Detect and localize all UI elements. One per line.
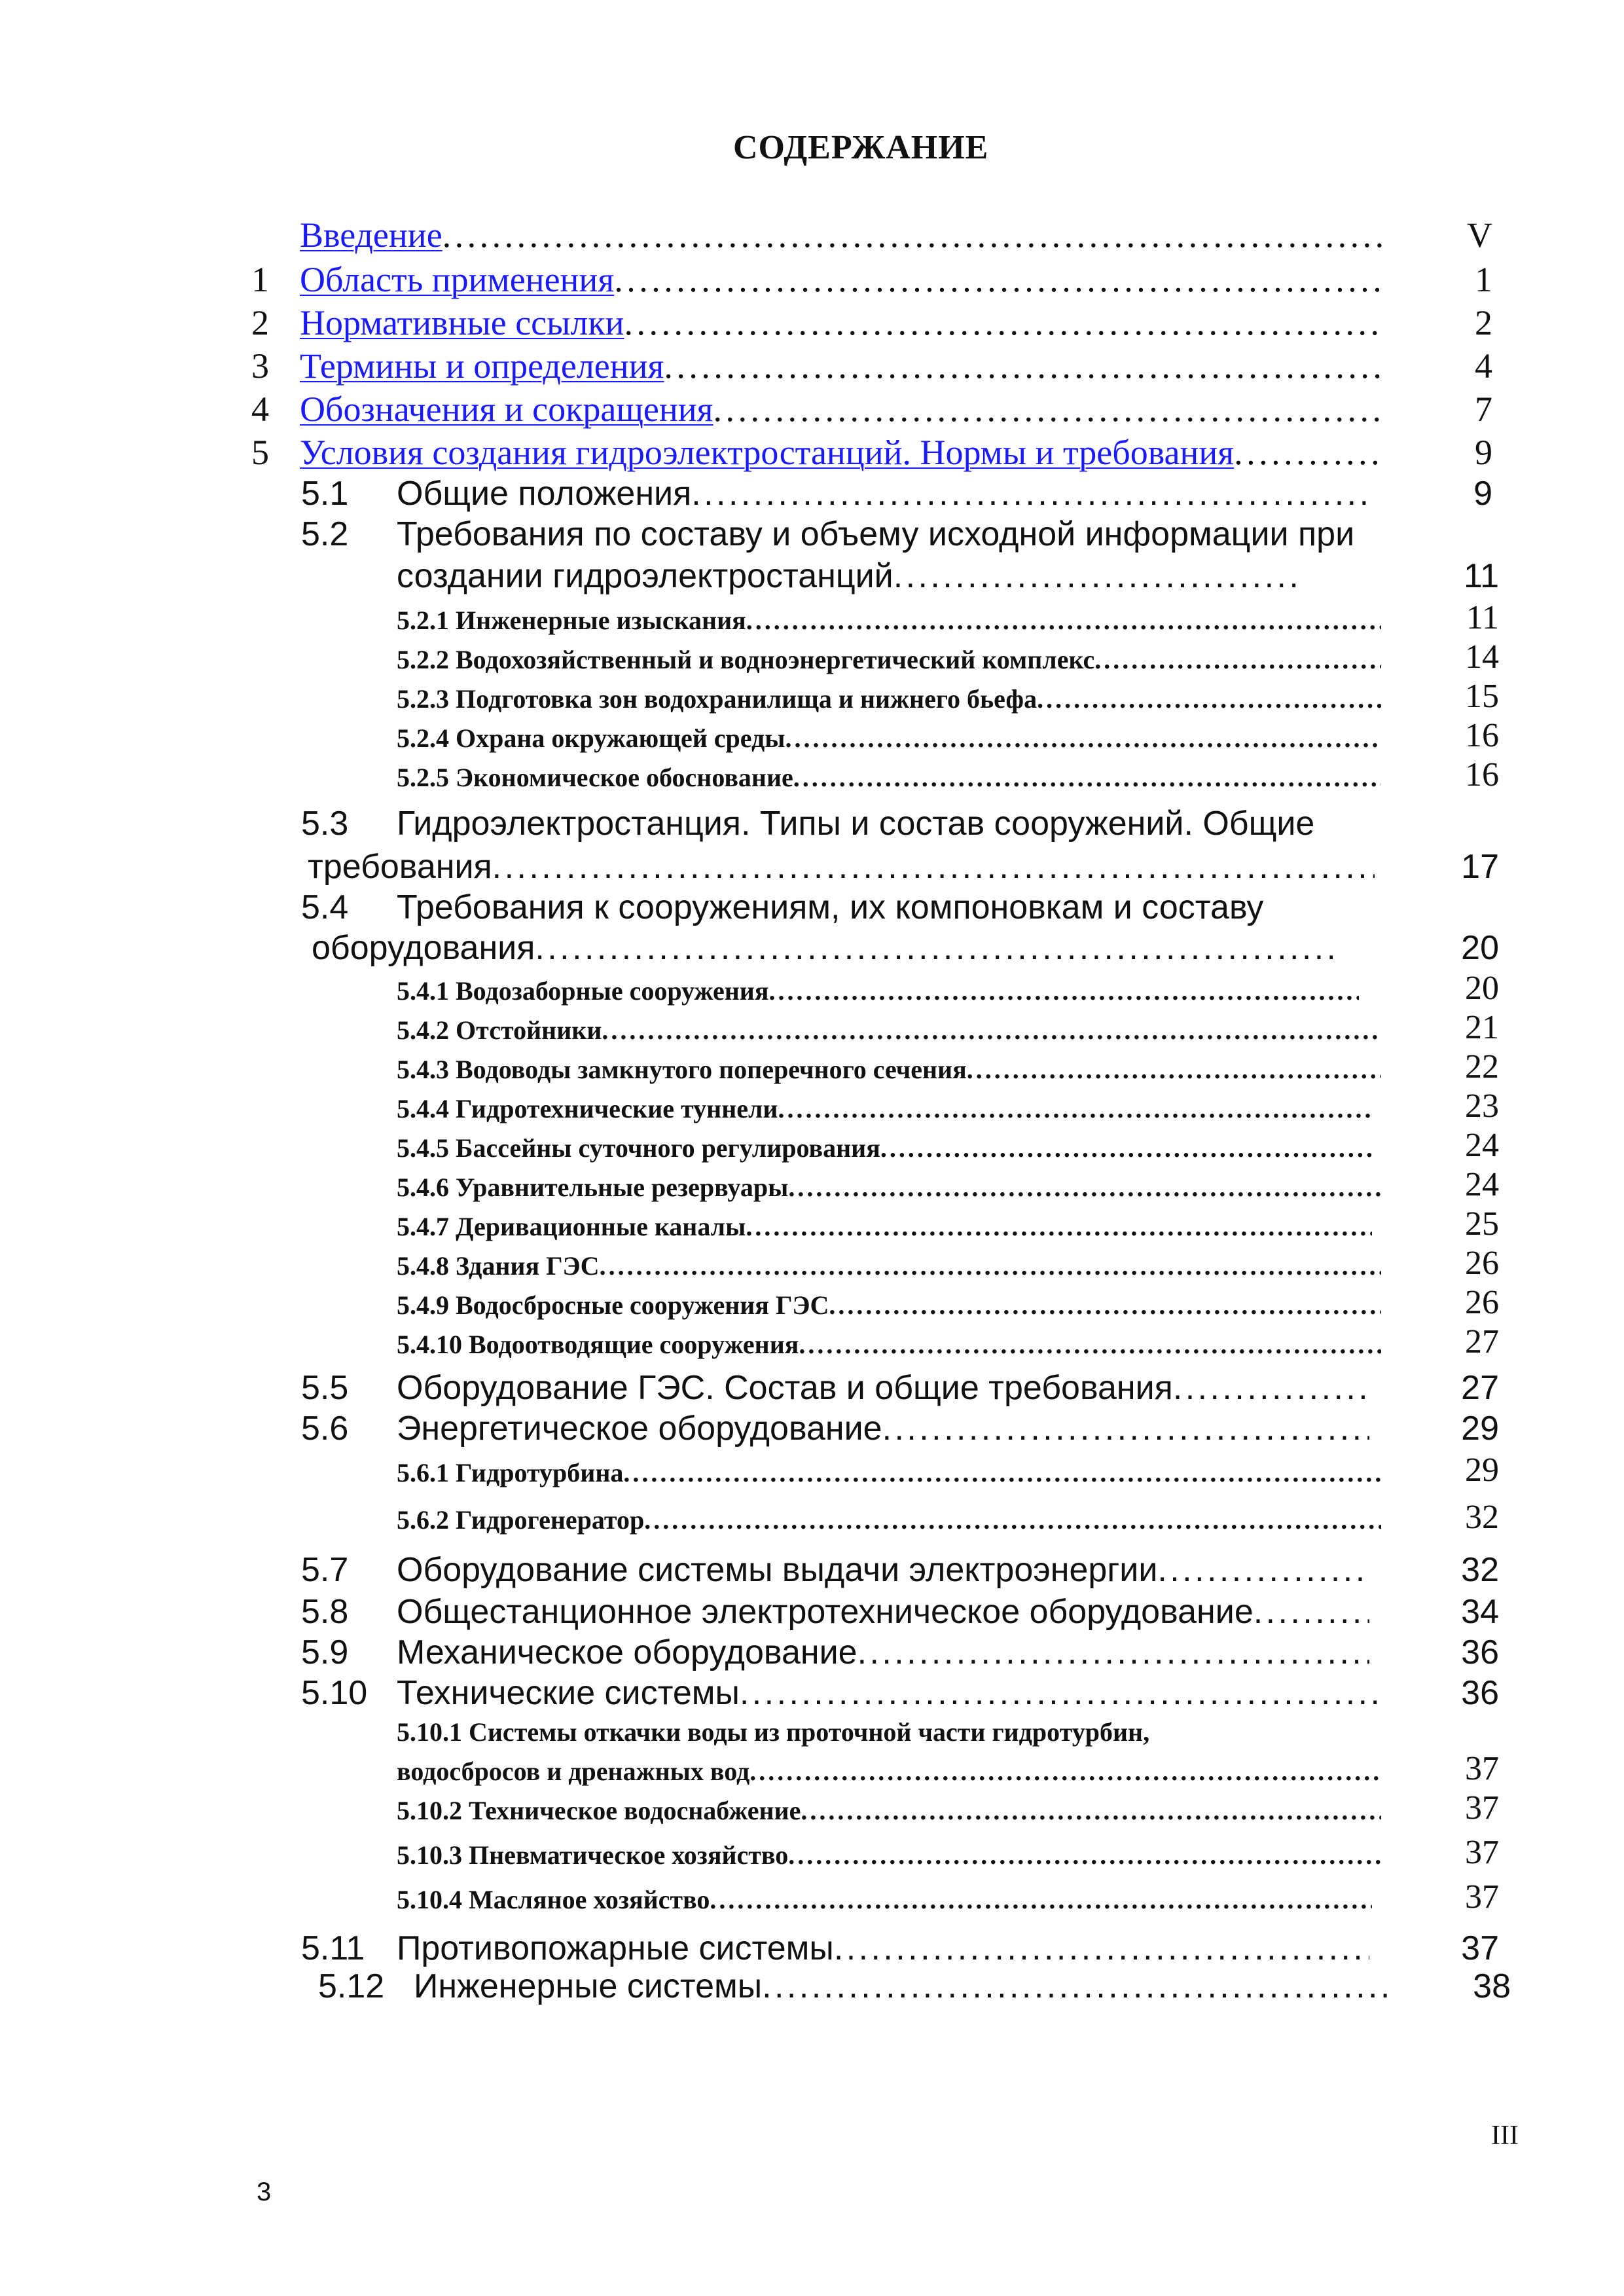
toc-number: 5.6 [301, 1410, 349, 1448]
toc-page: 7 [1475, 390, 1492, 429]
toc-page: 20 [1461, 929, 1499, 967]
toc-page: 27 [1465, 1323, 1499, 1360]
toc-page: 9 [1475, 433, 1492, 472]
toc-link-s2[interactable]: Нормативные ссылки [300, 303, 624, 342]
toc-page: 21 [1465, 1009, 1499, 1046]
toc-page: 38 [1473, 1967, 1511, 2005]
toc-link-s5[interactable]: Условия создания гидроэлектростанций. Нормы и требования [300, 433, 1235, 472]
toc-page: 34 [1461, 1593, 1499, 1631]
toc-page: 16 [1465, 756, 1499, 793]
toc-number: 5.12 [318, 1967, 385, 2005]
toc-page: 25 [1465, 1205, 1499, 1243]
toc-page: 24 [1465, 1127, 1499, 1164]
toc-number: 5.5 [301, 1369, 349, 1407]
toc-page: 24 [1465, 1166, 1499, 1203]
page-number-roman: III [1491, 2121, 1519, 2151]
toc-page: 29 [1465, 1451, 1499, 1489]
toc-page: 37 [1465, 1750, 1499, 1787]
toc-number: 5.3 [301, 805, 349, 843]
toc-page: 37 [1465, 1789, 1499, 1827]
toc-number: 5.2 [301, 515, 349, 553]
toc-page: 1 [1475, 260, 1492, 299]
toc-page: 23 [1465, 1087, 1499, 1125]
toc-page: 32 [1465, 1499, 1499, 1536]
toc-number: 5.7 [301, 1551, 349, 1589]
toc-number: 1 [251, 260, 269, 299]
toc-page: 32 [1461, 1551, 1499, 1589]
page-title: СОДЕРЖАНИЕ [733, 129, 989, 166]
toc-link-intro[interactable]: Введение [300, 215, 442, 255]
toc-link-s4[interactable]: Обозначения и сокращения [300, 390, 713, 429]
toc-page: 14 [1465, 638, 1499, 676]
toc-page: 26 [1465, 1284, 1499, 1321]
toc-number: 5.1 [301, 475, 349, 513]
toc-page: 16 [1465, 717, 1499, 754]
toc-number: 5.9 [301, 1633, 349, 1671]
toc-page: 37 [1461, 1929, 1499, 1967]
toc-page: 36 [1461, 1633, 1499, 1671]
toc-page: 15 [1465, 678, 1499, 715]
toc-page: 36 [1461, 1674, 1499, 1712]
toc-number: 5.4 [301, 888, 349, 926]
toc-link-s3[interactable]: Термины и определения [300, 346, 664, 386]
toc-number: 2 [251, 303, 269, 342]
toc-number: 5.8 [301, 1593, 349, 1631]
toc-page: 20 [1465, 970, 1499, 1007]
toc-number: 4 [251, 390, 269, 429]
toc-page: 4 [1475, 346, 1492, 386]
toc-page: 37 [1465, 1834, 1499, 1871]
toc-link-s1[interactable]: Область применения [300, 260, 615, 299]
toc-page: 27 [1461, 1369, 1499, 1407]
toc-page: V [1467, 215, 1492, 255]
toc-page: 26 [1465, 1245, 1499, 1282]
toc-page: 37 [1465, 1878, 1499, 1916]
toc-page: 22 [1465, 1048, 1499, 1085]
toc-number: 3 [251, 346, 269, 386]
toc-page: 2 [1475, 303, 1492, 342]
toc-page: 11 [1466, 599, 1499, 636]
toc-page: 17 [1461, 848, 1499, 886]
page-number: 3 [257, 2178, 272, 2206]
toc-page: 29 [1461, 1410, 1499, 1448]
toc-number: 5.11 [301, 1929, 365, 1967]
toc-number: 5.10 [301, 1674, 368, 1712]
toc-page: 9 [1473, 475, 1492, 513]
toc-number: 5 [251, 433, 269, 472]
toc-page: 11 [1464, 557, 1499, 595]
